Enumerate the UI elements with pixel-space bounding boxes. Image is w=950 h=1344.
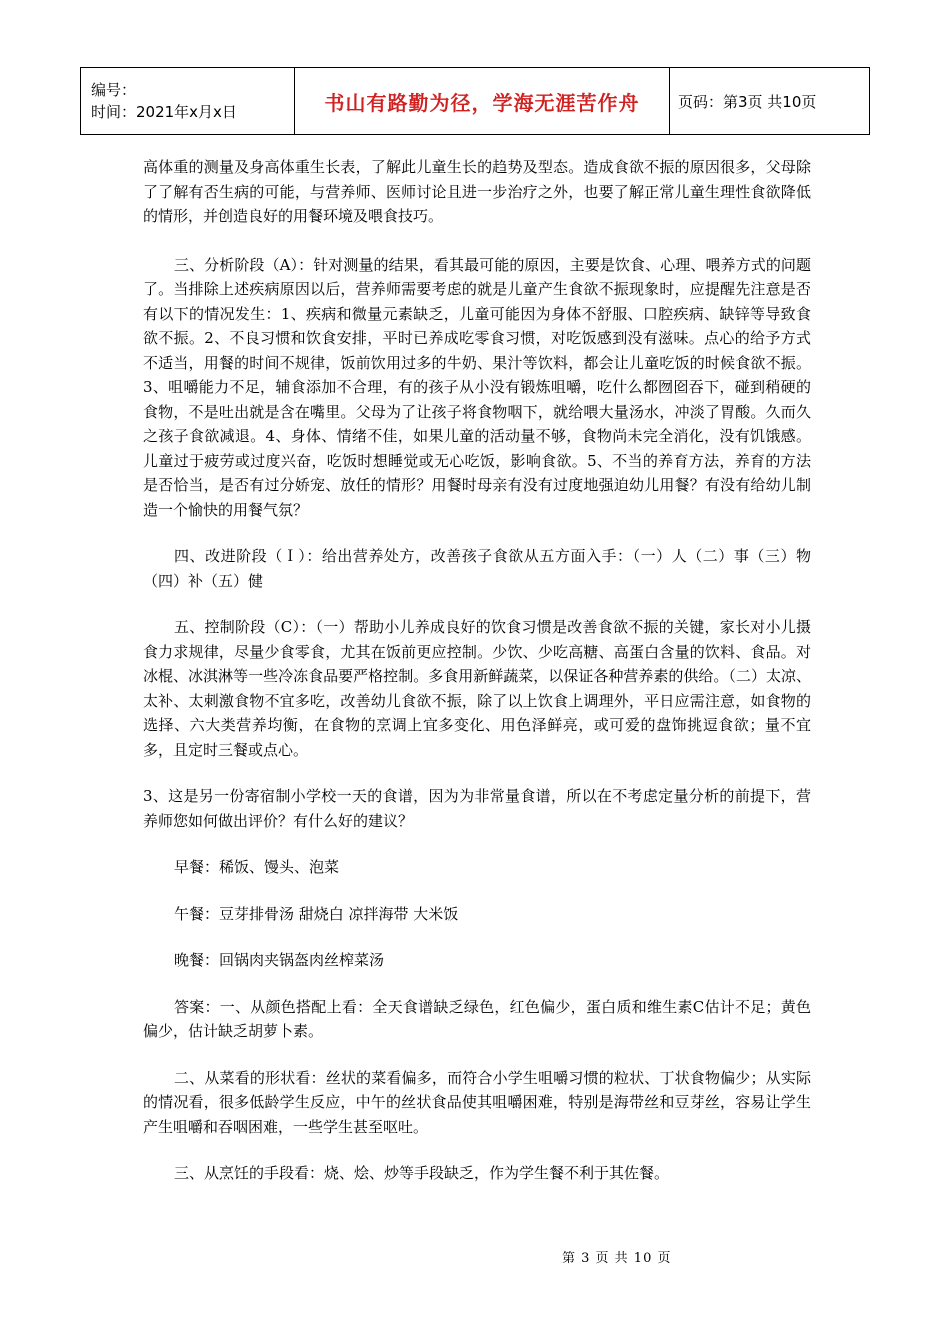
document-body [143,155,811,1208]
menu-breakfast: 早餐：稀饭、馒头、泡菜 [174,858,340,876]
document-header [80,67,870,135]
paragraph-continuation: 高体重的测量及身高体重生长表，了解此儿童生长的趋势及型态。造成食欲不振的原因很多，父母除了了解有否生病的可能，与营养师、医师讨论且进一步治疗之外，也要了解正常儿童生理性食欲降低的情形，并创造良好的用餐环境及喂食技巧。 [143,158,811,225]
menu-dinner: 晚餐：回锅肉夹锅盔肉丝榨菜汤 [174,951,385,969]
header-meta-cell [81,68,295,135]
document-time-label: 时间：2021年x月x日 [91,103,237,121]
answer-cooking: 三、从烹饪的手段看：烧、烩、炒等手段缺乏，作为学生餐不利于其佐餐。 [174,1164,670,1182]
header-motto: 书山有路勤为径，学海无涯苦作舟 [295,68,670,135]
answer-color: 答案：一、从颜色搭配上看：全天食谱缺乏绿色，红色偏少，蛋白质和维生素C估计不足；黄色偏少，估计缺乏胡萝卜素。 [143,997,811,1040]
paragraph-control-stage: 五、控制阶段（C）：（一）帮助小儿养成良好的饮食习惯是改善食欲不振的关键，家长对小儿摄食力求规律，尽量少食零食，尤其在饭前更应控制。少饮、少吃高糖、高蛋白含量的饮料、食品。对冰棍、冰淇淋等一些冷冻食品要严格控制。多食用新鲜蔬菜，以保证各种营养素的供给。（二）太凉、太补、太刺激食物不宜多吃，改善幼儿食欲不振，除了以上饮食上调理外，平日应需注意，如食物的选择、六大类营养均衡，在食物的烹调上宜多变化、用色泽鲜亮，或可爱的盘饰挑逗食欲；量不宜多，且定时三餐或点心。 [143,618,811,759]
paragraph-analysis-stage: 三、分析阶段（A）：针对测量的结果，看其最可能的原因，主要是饮食、心理、喂养方式的问题了。当排除上述疾病原因以后，营养师需要考虑的就是儿童产生食欲不振现象时，应提醒先注意是否有以下的情况发生：1、疾病和微量元素缺乏，儿童可能因为身体不舒服、口腔疾病、缺锌等导致食欲不振。2、不良习惯和饮食安排，平时已养成吃零食习惯，对吃饭感到没有滋味。点心的给予方式不适当，用餐的时间不规律，饭前饮用过多的牛奶、果汁等饮料，都会让儿童吃饭的时候食欲不振。3、咀嚼能力不足，辅食添加不合理，有的孩子从小没有锻炼咀嚼，吃什么都囫囵吞下，碰到稍硬的食物，不是吐出就是含在嘴里。父母为了让孩子将食物咽下，就给喂大量汤水，冲淡了胃酸。久而久之孩子食欲减退。4、身体、情绪不佳，如果儿童的活动量不够，食物尚未完全消化，没有饥饿感。儿童过于疲劳或过度兴奋，吃饭时想睡觉或无心吃饭，影响食欲。5、不当的养育方法，养育的方法是否恰当，是否有过分娇宠、放任的情形？用餐时母亲有没有过度地强迫幼儿用餐？有没有给幼儿制造一个愉快的用餐气氛？ [143,255,811,519]
page-footer: 第 3 页 共 10 页 [562,1251,672,1266]
document-number-label: 编号： [91,81,137,99]
answer-shape: 二、从菜看的形状看：丝状的菜看偏多，而符合小学生咀嚼习惯的粒状、丁状食物偏少；从实际的情况看，很多低龄学生反应，中午的丝状食品使其咀嚼困难，特别是海带丝和豆芽丝，容易让学生产生咀嚼和吞咽困难，一些学生甚至呕吐。 [143,1068,811,1136]
paragraph-question-3: 3、这是另一份寄宿制小学校一天的食谱，因为为非常量食谱，所以在不考虑定量分析的前提下，营养师您如何做出评价？有什么好的建议？ [143,787,811,830]
menu-lunch: 午餐：豆芽排骨汤 甜烧白 凉拌海带 大米饭 [174,904,459,923]
paragraph-improvement-stage: 四、改进阶段（Ｉ）：给出营养处方，改善孩子食欲从五方面入手：（一）人（二）事（三）物（四）补（五）健 [143,547,811,590]
header-page-number: 页码：第3页 共10页 [670,68,870,135]
